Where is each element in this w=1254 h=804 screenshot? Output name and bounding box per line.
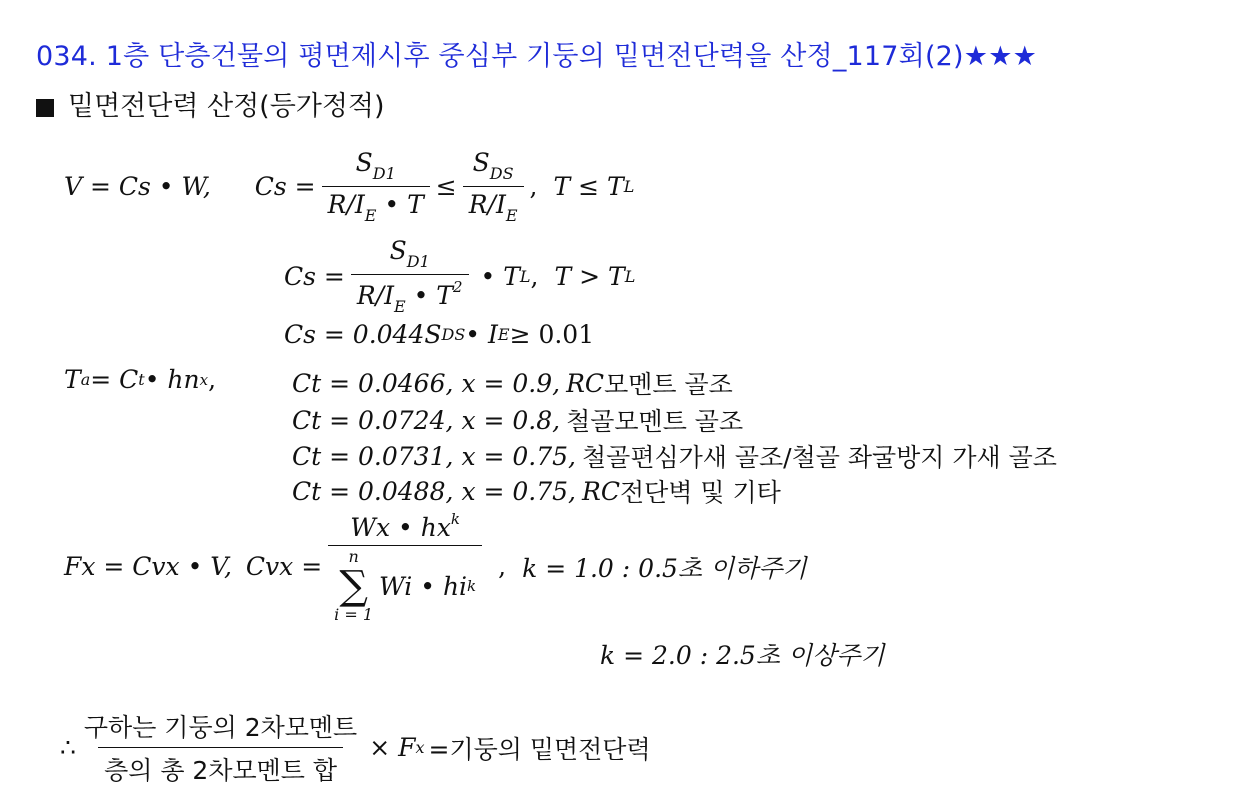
eq-cs-2: Cs = $\frac{S_{D1}}{R/I_E • T^2}$ • T L , T > T L	[284, 236, 636, 316]
fraction: $\frac{S_{D1}}{R/I_E • T}$	[322, 148, 430, 225]
eq-cs-1: V = Cs • W, Cs = $\frac{S_{D1}}{R/I_E • T}$ ≤ $\frac{S_{DS}}{R/I_E}$ , T ≤ T L	[64, 148, 635, 225]
eq-cs-3: Cs = 0.044S DS • I E ≥ 0.01	[284, 320, 595, 349]
fraction: $\frac{\text{구하는 기둥의 2차모멘트}}{\text{층의 총 2차모멘트 합}}$	[83, 713, 358, 785]
ct-row: Ct = 0.0731, x = 0.75, 철골편심가새 골조/철골 좌굴방지 가새 골조	[292, 441, 1057, 472]
eq-ta: T a = C t • hn x ,	[64, 365, 217, 394]
summation: n ∑ i = 1	[334, 547, 374, 624]
fraction: $\frac{S_{DS}}{R/I_E}$	[463, 148, 524, 225]
eq-final: ∴ $\frac{\text{구하는 기둥의 2차모멘트}}{\text{층의 총 2차모멘트 합}}$ × F x =기둥의 밑면전단력	[60, 708, 651, 787]
page-title: 034. 1층 단층건물의 평면제시후 중심부 기둥의 밑면전단력을 산정_117회(2)★★★	[36, 41, 1037, 72]
ct-row: Ct = 0.0488, x = 0.75, RC 전단벽 및 기타	[292, 476, 781, 507]
fraction: Wx • $hx^k$ n ∑ i = 1 Wi • hi k	[328, 510, 482, 623]
bullet-square-icon	[36, 99, 54, 117]
fraction: $\frac{S_{D1}}{R/I_E • T^2}$	[351, 236, 469, 316]
ct-row: Ct = 0.0466, x = 0.9, RC 모멘트 골조	[292, 368, 733, 399]
k2-line: k = 2.0 : 2.5초 이상주기	[600, 641, 885, 670]
ct-row: Ct = 0.0724, x = 0.8, 철골모멘트 골조	[292, 405, 744, 436]
section-heading: 밑면전단력 산정(등가정적)	[36, 84, 385, 123]
eq-fx: Fx = Cvx • V, Cvx = Wx • $hx^k$ n ∑ i = 1 Wi • hi k , k = 1.0 : 0.5초 이하주기	[64, 510, 807, 624]
